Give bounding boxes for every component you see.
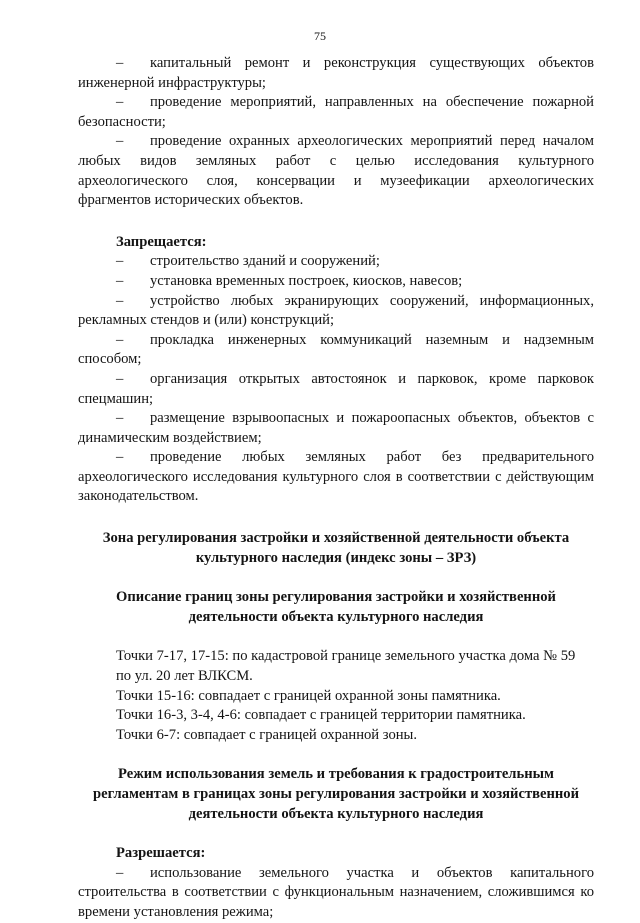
list-item-text: размещение взрывоопасных и пожароопасных объектов, объектов с динамическим воздействием; xyxy=(78,410,594,446)
dash-marker: – xyxy=(116,272,124,289)
document-body xyxy=(78,54,594,923)
boundary-heading-line: Описание границ зоны регулирования застройки и хозяйственной xyxy=(116,589,556,606)
list-item xyxy=(78,448,594,507)
dash-marker: – xyxy=(116,253,124,270)
dash-marker: – xyxy=(116,864,124,881)
regime-heading-line: Режим использования земель и требования к градостроительным xyxy=(118,766,554,783)
list-item-text: проведение мероприятий, направленных на обеспечение пожарной безопасности; xyxy=(78,94,594,130)
list-item xyxy=(78,272,594,292)
zone-heading-line: культурного наследия (индекс зоны – ЗРЗ) xyxy=(195,549,477,566)
list-item xyxy=(78,370,594,409)
list-item-text: установка временных построек, киосков, навесов; xyxy=(150,272,463,289)
regime-heading-line: деятельности объекта культурного наследия xyxy=(188,805,484,822)
zone-heading-line: Зона регулирования застройки и хозяйственной деятельности объекта xyxy=(102,530,570,547)
dash-marker: – xyxy=(116,410,124,427)
list-item-text: капитальный ремонт и реконструкция существующих объектов инженерной инфраструктуры; xyxy=(78,55,594,91)
boundary-point: Точки 15-16: совпадает с границей охранной зоны памятника. xyxy=(116,687,501,704)
list-item xyxy=(78,252,594,272)
list-item-text: устройство любых экранирующих сооружений, информационных, рекламных стендов и (или) конструкций; xyxy=(78,292,594,329)
list-item-text: использование земельного участка и объектов капитального строительства в соответствии с функциональным назначением, сложившимся ко времени установления режима; xyxy=(78,864,594,920)
dash-marker: – xyxy=(116,55,124,71)
list-item xyxy=(78,93,594,132)
list-item xyxy=(78,331,594,370)
list-item xyxy=(78,132,594,210)
boundary-point: Точки 7-17, 17-15: по кадастровой границе земельного участка дома № 59 по ул. 20 лет ВЛКСМ. xyxy=(116,648,576,685)
dash-marker: – xyxy=(116,133,124,150)
dash-marker: – xyxy=(116,370,124,387)
list-item-text: проведение любых земляных работ без предварительного археологического исследования культурного слоя в соответствии с действующим законодательством. xyxy=(78,449,594,505)
regime-heading-line: регламентам в границах зоны регулирования застройки и хозяйственной xyxy=(93,786,579,802)
dash-marker: – xyxy=(116,292,124,309)
boundary-heading-line: деятельности объекта культурного наследия xyxy=(188,608,484,625)
dash-marker: – xyxy=(116,449,124,466)
dash-marker: – xyxy=(116,331,124,348)
list-item xyxy=(78,864,594,923)
list-item xyxy=(78,409,594,448)
allowed-label: Разрешается: xyxy=(116,845,206,862)
list-item-text: строительство зданий и сооружений; xyxy=(150,253,380,270)
list-item xyxy=(78,54,594,93)
boundary-point: Точки 6-7: совпадает с границей охранной зоны. xyxy=(116,726,418,743)
boundary-point: Точки 16-3, 3-4, 4-6: совпадает с границей территории памятника. xyxy=(116,707,526,724)
list-item-text: организация открытых автостоянок и парковок, кроме парковок спецмашин; xyxy=(78,370,594,407)
list-item-text: проведение охранных археологических мероприятий перед началом любых видов земляных работ с целью исследования культурного археологического слоя, консервации и музеефикации археологических фрагментов исторических объектов. xyxy=(78,133,594,209)
page-number: 75 xyxy=(314,29,326,43)
dash-marker: – xyxy=(116,94,124,111)
list-item-text: прокладка инженерных коммуникаций наземным и надземным способом; xyxy=(78,331,594,368)
list-item xyxy=(78,292,594,331)
prohibited-label: Запрещается: xyxy=(116,233,207,250)
